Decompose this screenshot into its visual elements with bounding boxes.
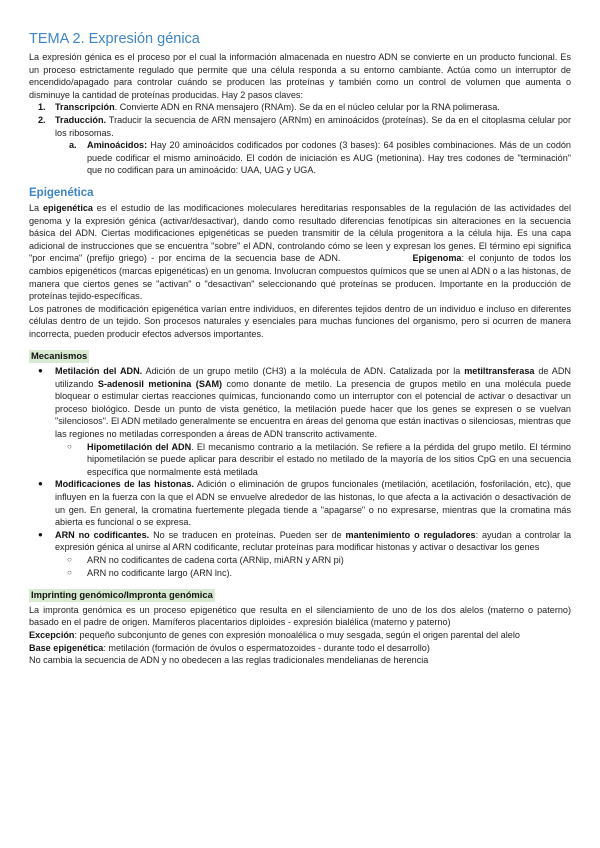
document-page xyxy=(29,30,571,667)
text-run: : metilación (formación de óvulos o espermatozoides - durante todo el desarrollo) xyxy=(103,642,430,653)
list-number: 2. xyxy=(38,114,46,125)
bullet-icon: ● xyxy=(38,529,43,539)
circle-bullet-icon: ○ xyxy=(67,554,72,564)
term-metilacion: Metilación del ADN. xyxy=(55,366,143,377)
steps-list xyxy=(29,101,571,139)
text-run: . El mecanismo contrario a la metilación. Se refiere a la pérdida del grupo metilo. El término hipometilación se puede aplicar para describir el estado no metilado de la mayoría de los sitios CpG en una secuencia específica que normalmente está metilada xyxy=(87,441,571,477)
page-title: TEMA 2. Expresión génica xyxy=(29,31,200,47)
sub-list-item xyxy=(29,567,571,580)
intro-paragraph: La expresión génica es el proceso por el cual la información almacenada en nuestro ADN se convierte en un producto funcional. Es un proceso estrictamente regulado que permite que una célula responda a su entorno cambiante. Actúa como un interruptor de encendido/apagado para controlar cuándo se producen las proteínas y también como un control de volumen que aumenta o disminuye la cantidad de proteínas producidas. Hay 2 pasos claves: xyxy=(29,52,571,100)
list-item xyxy=(29,529,571,554)
imprinting-paragraph: La impronta genómica es un proceso epigenético que resulta en el silenciamiento de uno de los dos alelos (materno o paterno) basado en el padre de origen. Mamíferos placentarios diploides - expresión bialélica (materno y paterno) xyxy=(29,604,571,628)
term-mantenimiento: mantenimiento o reguladores xyxy=(345,529,476,540)
term-excepcion: Excepción xyxy=(29,629,75,640)
mecanismos-list xyxy=(29,365,571,441)
text-run: : pequeño subconjunto de genes con expresión monoalélica o muy sesgada, según el origen parental del alelo xyxy=(74,629,520,640)
term-epigenetica: epigenética xyxy=(42,202,93,213)
sub-list-item xyxy=(29,441,571,479)
list-number: 1. xyxy=(38,102,46,113)
term-metiltransferasa: metiltransferasa xyxy=(464,366,535,377)
text-run: de ADN utilizando xyxy=(55,366,571,389)
bullet-icon: ● xyxy=(38,366,43,376)
term-aminoacidos: Aminoácidos: xyxy=(87,140,148,151)
term-histonas: Modificaciones de las histonas. xyxy=(55,479,195,490)
bullet-icon: ● xyxy=(38,479,43,489)
section-heading-imprinting: Imprinting genómico/Impronta genómica xyxy=(31,589,213,601)
list-letter: a. xyxy=(69,140,77,151)
list-item xyxy=(29,114,571,139)
text-run: Adición o eliminación de grupos funcionales (metilación, acetilación, fosforilación, etc), que influyen en la fuerza con la que el ADN se envuelve alrededor de las histonas, lo que afecta a la activación o desactivación de un gen. En general, la cromatina fuertemente plegada tiende a "apagarse" o no expresarse, mientras que la cromatina más abierta es funcional o se expresa. xyxy=(55,479,571,528)
text-run: como donante de metilo. La presencia de grupos metilo en una molécula puede bloquear o estimular ciertas reacciones químicas, funcionando como un interruptor con el potencial de activar o desactivar un proceso biológico. Desde un punto de vista genético, la metilación puede hacer que los genes se expresen o se vuelvan "silenciosos". El ADN metilado generalmente se encuentra en áreas del genoma que están inactivas o silenciosas, mientras que las regiones no metiladas corresponden a áreas de ADN transcrito activamente. xyxy=(55,378,571,440)
term-traduccion: Traducción. xyxy=(55,114,107,125)
sub-list-item xyxy=(29,554,571,567)
text-run: Adición de un grupo metilo (CH3) a la molécula de ADN. Catalizada por la xyxy=(142,366,465,377)
term-arn-no-codificantes: ARN no codificantes. xyxy=(55,529,150,540)
exception-line xyxy=(29,629,571,642)
text-run: No se traducen en proteínas. Pueden ser de xyxy=(149,529,346,540)
epigenetica-paragraph xyxy=(29,202,571,303)
circle-bullet-icon: ○ xyxy=(67,441,72,451)
list-item xyxy=(29,365,571,441)
text-run: es el estudio de las modificaciones moleculares hereditarias responsables de la regulación de las actividades del genoma y la expresión génica (activar/desactivar), dando como resultado diferencias fenotípicas sin alteraciones en la secuencia básica del ADN. Ciertas modificaciones epigenéticas se pueden transmitir de la célula progenitora a la célula hija. Es una capa adicional de instrucciones que se encuentra "sobre" el ADN, controlando cómo se leen y expresan los genes. El término epi significa "por encima" (prefijo griego) - por encima de la secuencia base de ADN. xyxy=(29,202,571,264)
text-run: ARN no codificante largo (ARN lnc). xyxy=(87,567,233,578)
list-item-text: Traducir la secuencia de ARN mensajero (ARNm) en aminoácidos (proteínas). Se da en el citoplasma celular por los ribosomas. xyxy=(55,114,571,138)
mecanismos-list-cont xyxy=(29,478,571,554)
term-base-epigenetica: Base epigenética xyxy=(29,642,104,653)
list-item xyxy=(29,101,571,114)
text-run: : ayudan a controlar la expresión génica al unirse al ARN codificante, reclutar proteínas para modificar histonas y activar o desactivar los genes xyxy=(55,529,572,553)
text-run: La xyxy=(29,202,43,213)
base-line xyxy=(29,642,571,655)
term-transcripcion: Transcripción xyxy=(55,102,115,113)
last-line: No cambia la secuencia de ADN y no obedecen a las reglas tradicionales mendelianas de herencia xyxy=(29,655,429,666)
term-epigenoma: Epigenoma xyxy=(412,253,462,264)
list-item-text: Hay 20 aminoácidos codificados por codones (3 bases): 64 posibles combinaciones. Más de un codón puede codificar el mismo aminoácido. El codón de iniciación es AUG (metionina). Hay tres codones de "terminación" que no codifican para un aminoácido: UAA, UAG y UGA. xyxy=(87,140,571,176)
section-heading-epigenetica: Epigenética xyxy=(29,186,94,199)
text-run: ARN no codificantes de cadena corta (ARNip, miARN y ARN pi) xyxy=(87,554,344,565)
text-run: : el conjunto de todos los cambios epigenéticos (marcas epigenéticas) en un genoma. Involucran compuestos químicos que se unen al ADN o a las histonas, de manera que ciertos genes se "activan" o "desactivan" seleccionando qué proteínas se producen. Importante en la producción de proteínas tejido-específicas. xyxy=(29,253,571,302)
term-hipometilacion: Hipometilación del ADN xyxy=(87,441,192,452)
epigenetica-paragraph-2: Los patrones de modificación epigenética varían entre individuos, en diferentes tejidos dentro de un individuo e incluso en diferentes células dentro de un tejido. Son procesos naturales y esenciales para muchas funciones del organismo, pero si ocurren de manera incorrecta, pueden producir efectos adversos importantes. xyxy=(29,303,571,339)
list-item xyxy=(29,478,571,528)
term-sam: S-adenosil metionina (SAM) xyxy=(97,378,223,389)
section-heading-mecanismos: Mecanismos xyxy=(31,350,88,362)
sub-list-item xyxy=(29,139,571,177)
circle-bullet-icon: ○ xyxy=(67,567,72,577)
list-item-text: . Convierte ADN en RNA mensajero (RNAm). Se da en el núcleo celular por la RNA polimerasa. xyxy=(114,102,500,113)
